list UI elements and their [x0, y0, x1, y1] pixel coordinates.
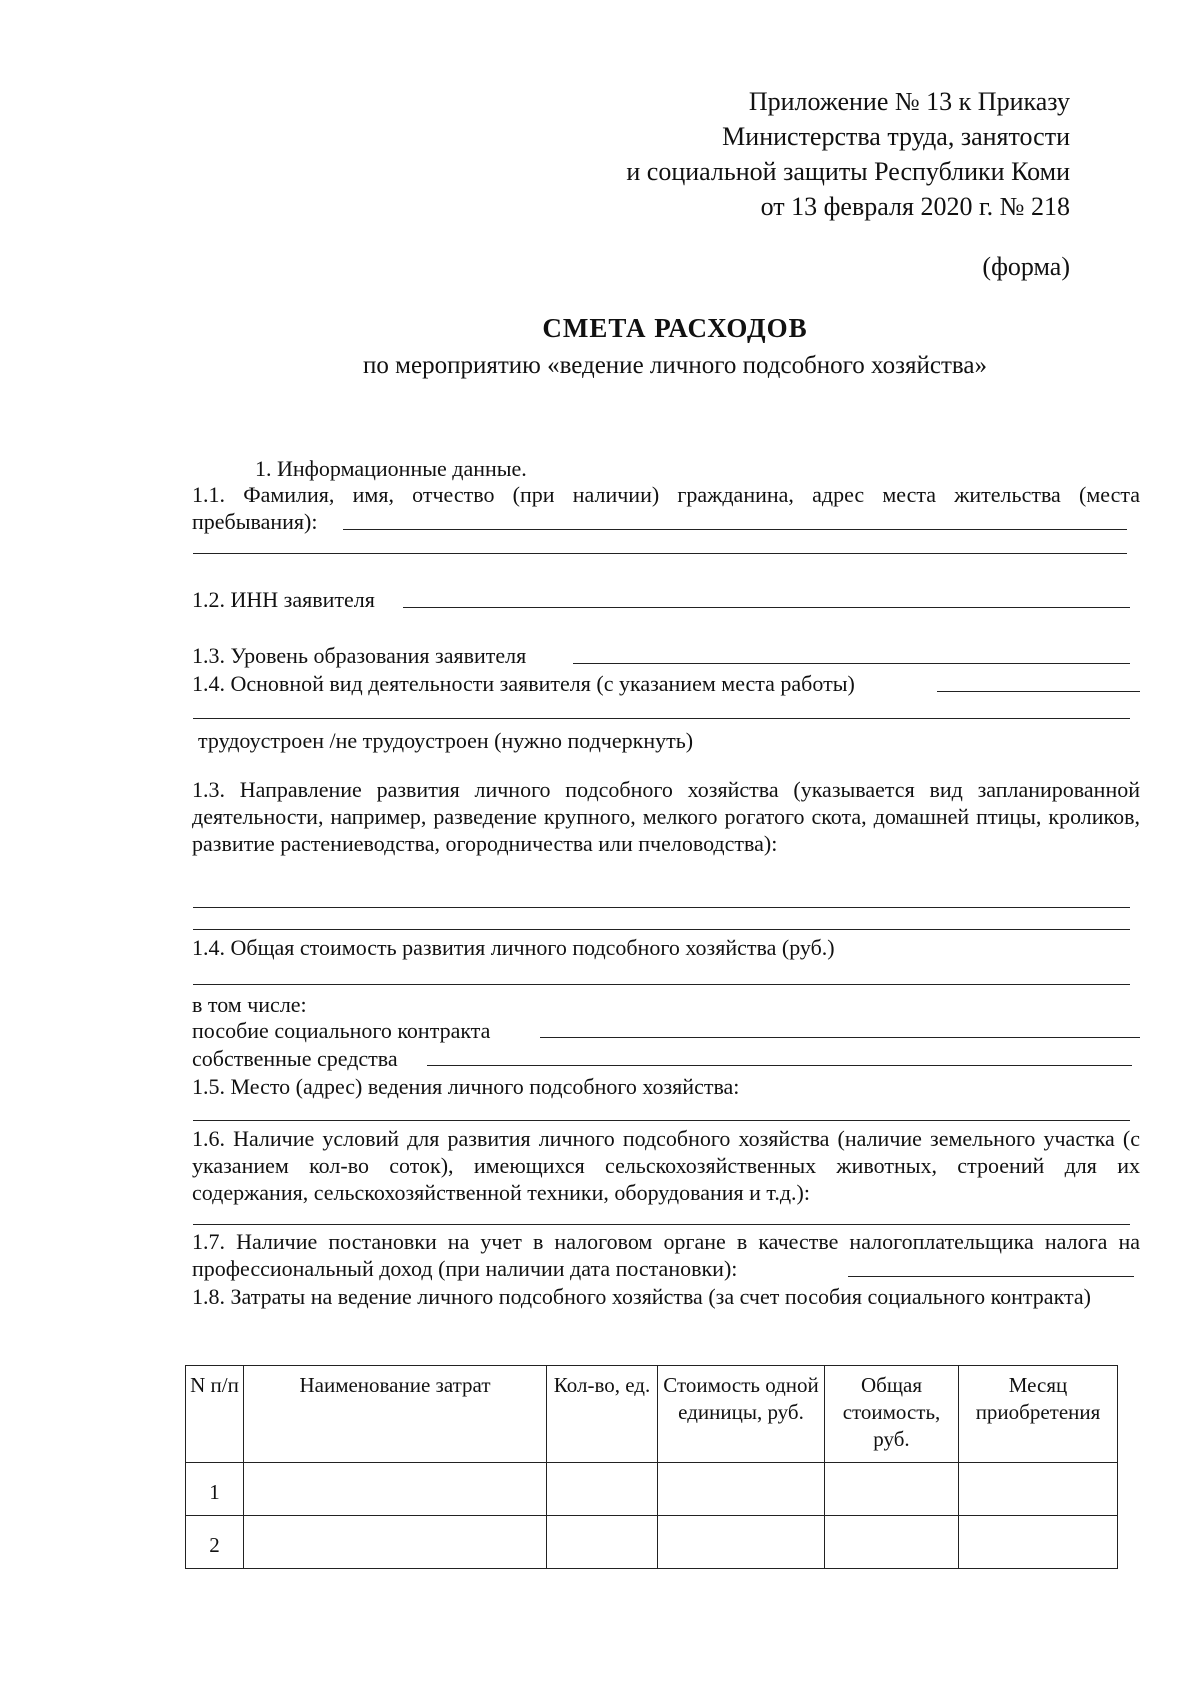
- benefit-label: пособие социального контракта: [192, 1018, 491, 1043]
- benefit-field[interactable]: [540, 1037, 1140, 1038]
- activity-field-2[interactable]: [193, 718, 1130, 719]
- section-1-3-label: 1.3. Уровень образования заявителя: [192, 643, 527, 668]
- section-1-3-direction-text: 1.3. Направление развития личного подсобного хозяйства (указывается вид запланированной деятельности, например, разведение крупного, мелкого рогатого скота, домашней птицы, кроликов, развитие растениеводства, огородничества или пчеловодства):: [192, 777, 1140, 856]
- document-title: СМЕТА РАСХОДОВ: [542, 313, 808, 343]
- table-row: [186, 1516, 1118, 1569]
- section-1-7-text: 1.7. Наличие постановки на учет в налоговом органе в качестве налогоплательщика налога на профессиональный доход (при наличии дата постановки):: [192, 1229, 1140, 1281]
- header-line-1: Приложение № 13 к Приказу: [748, 87, 1070, 116]
- activity-field-1[interactable]: [937, 691, 1140, 692]
- header-line-3: и социальной защиты Республики Коми: [626, 157, 1070, 186]
- section-1-8-text: 1.8. Затраты на ведение личного подсобного хозяйства (за счет пособия социального контракта): [192, 1284, 1091, 1309]
- cell-unit-cost[interactable]: [658, 1516, 825, 1569]
- document-subtitle: по мероприятию «ведение личного подсобного хозяйства»: [363, 352, 987, 379]
- total-cost-field[interactable]: [193, 984, 1130, 985]
- section-1-1-line-2[interactable]: [193, 553, 1127, 554]
- including-label: в том числе:: [192, 992, 307, 1017]
- table-header-row: [186, 1366, 1118, 1463]
- order-reference: [626, 84, 1070, 224]
- cell-unit-cost[interactable]: [658, 1463, 825, 1516]
- expense-table: [185, 1365, 1118, 1569]
- section-1-1-line-1[interactable]: [343, 529, 1127, 530]
- cell-number: 1: [186, 1463, 244, 1516]
- cell-month[interactable]: [959, 1463, 1118, 1516]
- col-header-total-cost: Общая стоимость, руб.: [825, 1366, 959, 1463]
- cell-quantity[interactable]: [547, 1463, 658, 1516]
- expense-table-wrapper: [185, 1365, 1118, 1569]
- education-field[interactable]: [573, 663, 1130, 664]
- cell-name[interactable]: [244, 1463, 547, 1516]
- col-header-name: Наименование затрат: [244, 1366, 547, 1463]
- section-1-6-text: 1.6. Наличие условий для развития личного подсобного хозяйства (наличие земельного участка (с указанием кол-во соток), имеющихся сельскохозяйственных животных, строений для их содержания, сельскохозяйственной техники, оборудования и т.д.):: [192, 1126, 1140, 1205]
- inn-field[interactable]: [403, 607, 1130, 608]
- col-header-number: N п/п: [186, 1366, 244, 1463]
- own-funds-field[interactable]: [427, 1065, 1132, 1066]
- form-label: (форма): [982, 252, 1070, 281]
- employment-status: трудоустроен /не трудоустроен (нужно подчеркнуть): [198, 728, 694, 753]
- cell-total-cost[interactable]: [825, 1516, 959, 1569]
- cell-total-cost[interactable]: [825, 1463, 959, 1516]
- direction-field-2[interactable]: [193, 929, 1130, 930]
- section-1-4-total-label: 1.4. Общая стоимость развития личного подсобного хозяйства (руб.): [192, 935, 835, 960]
- tax-registration-field[interactable]: [848, 1276, 1134, 1277]
- cell-month[interactable]: [959, 1516, 1118, 1569]
- col-header-unit-cost: Стоимость одной единицы, руб.: [658, 1366, 825, 1463]
- section-1-2-label: 1.2. ИНН заявителя: [192, 587, 375, 612]
- col-header-month: Месяц приобретения: [959, 1366, 1118, 1463]
- direction-field-1[interactable]: [193, 907, 1130, 908]
- header-line-4: от 13 февраля 2020 г. № 218: [760, 192, 1070, 221]
- col-header-quantity: Кол-во, ед.: [547, 1366, 658, 1463]
- conditions-field[interactable]: [193, 1224, 1130, 1225]
- section-1-5-label: 1.5. Место (адрес) ведения личного подсобного хозяйства:: [192, 1074, 740, 1099]
- cell-number: 2: [186, 1516, 244, 1569]
- location-field[interactable]: [193, 1120, 1130, 1121]
- section-1-1-text: 1.1. Фамилия, имя, отчество (при наличии) гражданина, адрес места жительства (места пребывания):: [192, 482, 1140, 534]
- header-line-2: Министерства труда, занятости: [722, 122, 1070, 151]
- section-1-4-label: 1.4. Основной вид деятельности заявителя (с указанием места работы): [192, 671, 855, 696]
- own-funds-label: собственные средства: [192, 1046, 398, 1071]
- cell-quantity[interactable]: [547, 1516, 658, 1569]
- section-1-heading: 1. Информационные данные.: [255, 456, 527, 481]
- table-row: [186, 1463, 1118, 1516]
- cell-name[interactable]: [244, 1516, 547, 1569]
